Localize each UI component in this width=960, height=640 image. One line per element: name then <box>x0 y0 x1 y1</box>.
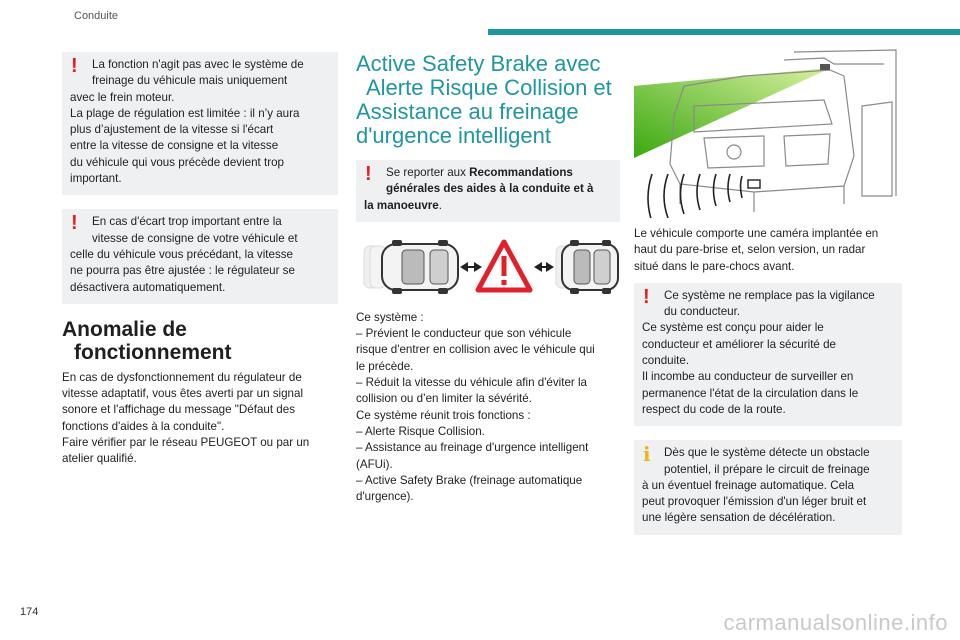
note-line <box>364 165 612 181</box>
collision-diagram-svg <box>356 236 620 298</box>
page-number: 174 <box>20 606 39 618</box>
note-line: freinage du véhicule mais uniquement <box>92 74 288 88</box>
title-line: Assistance au freinage <box>356 99 579 124</box>
body-line: – Active Safety Brake (freinage automatique <box>356 473 583 487</box>
body-line: fonctions d'aides à la conduite". <box>62 419 225 433</box>
van-camera-radar-illustration <box>634 46 902 218</box>
camera-icon <box>820 64 830 70</box>
section-heading-anomalie <box>62 318 338 364</box>
body-line: – Prévient le conducteur que son véhicule <box>356 327 572 341</box>
watermark: carmanualsonline.info <box>723 610 948 635</box>
header-accent-bar <box>488 29 960 35</box>
note-line: plus d’ajustement de la vitesse si l'écart <box>70 123 274 137</box>
warning-note-1 <box>62 52 338 195</box>
vehicle-ahead-icon <box>562 240 618 294</box>
column-middle <box>356 52 620 505</box>
title-line: Active Safety Brake avec <box>356 51 601 76</box>
column-left <box>62 52 338 468</box>
body-line: atelier qualifié. <box>62 452 137 466</box>
body-line: d'urgence). <box>356 490 414 504</box>
warning-icon: ! <box>71 55 78 77</box>
body-line: En cas de dysfonctionnement du régulateur de <box>62 370 302 384</box>
double-arrow-icon <box>534 262 554 272</box>
note-line: vitesse de consigne de votre véhicule et <box>92 231 298 245</box>
note-line: ne pourra pas être ajustée : le régulateur se <box>70 264 295 278</box>
title-line: Alerte Risque Collision et <box>366 75 612 100</box>
warning-icon: ! <box>643 285 650 308</box>
note-prefix: Se reporter aux <box>386 166 470 179</box>
body-line: Faire vérifier par le réseau PEUGEOT ou par un <box>62 436 310 450</box>
note-line: du véhicule qui vous précède devient trop <box>70 155 284 169</box>
camera-beam <box>634 68 828 158</box>
body-line: sonore et l'affichage du message "Défaut des <box>62 403 295 417</box>
note-line: Ce système ne remplace pas la vigilance <box>664 288 875 302</box>
heading-line: fonctionnement <box>74 340 232 364</box>
warning-icon: ! <box>71 212 78 235</box>
own-vehicle-icon <box>382 240 458 294</box>
body-line: (AFUi). <box>356 457 393 471</box>
body-line: Le véhicule comporte une caméra implantée en <box>634 227 879 240</box>
note-line: potentiel, il prépare le circuit de freinage <box>664 462 870 476</box>
note-line: La fonction n'agit pas avec le système de <box>92 58 304 71</box>
collision-warning-illustration <box>356 236 620 298</box>
warning-note-recommendations <box>356 160 620 222</box>
radar-sensor-icon <box>748 180 760 188</box>
body-line: Ce système : <box>356 310 424 324</box>
title-line: d'urgence intelligent <box>356 123 552 148</box>
note-line: conducteur et améliorer la sécurité de <box>642 337 836 351</box>
column-right <box>634 46 902 549</box>
body-line: – Alerte Risque Collision. <box>356 424 485 438</box>
body-line: haut du pare-brise et, selon version, un radar <box>634 243 866 257</box>
note-suffix: . <box>438 198 442 212</box>
note-line: permanence l'état de la circulation dans le <box>642 386 859 400</box>
note-line: entre la vitesse de consigne et la vitesse <box>70 139 279 153</box>
warning-note-2 <box>62 209 338 303</box>
body-line: risque d'entrer en collision avec le véhicule qui <box>356 343 595 357</box>
heading-line: Anomalie de <box>62 317 187 341</box>
running-header: Conduite <box>74 10 119 22</box>
note-bold: la manoeuvre <box>364 198 439 212</box>
note-line: désactivera automatiquement. <box>70 280 226 294</box>
warning-note-vigilance <box>634 283 902 426</box>
body-line: vitesse adaptatif, vous êtes averti par un signal <box>62 387 304 401</box>
warning-icon: ! <box>365 163 372 185</box>
note-line: une légère sensation de décélération. <box>642 511 836 525</box>
van-sensor-svg <box>634 46 902 218</box>
radar-waves-icon <box>648 174 742 218</box>
note-line: En cas d'écart trop important entre la <box>92 215 282 229</box>
note-line: à un éventuel freinage automatique. Cela <box>642 478 855 492</box>
note-line: important. <box>70 172 122 186</box>
note-line: conduite. <box>642 354 690 368</box>
note-line <box>364 198 612 214</box>
note-line <box>364 181 612 197</box>
note-line: respect du code de la route. <box>642 402 786 416</box>
note-line: La plage de régulation est limitée : il n’y aura <box>70 106 300 120</box>
note-line: Ce système est conçu pour aider le <box>642 321 824 335</box>
note-line: avec le frein moteur. <box>70 90 175 104</box>
note-line: celle du véhicule vous précédant, la vitesse <box>70 247 293 261</box>
note-bold: Recommandations <box>469 166 573 179</box>
body-line: Ce système réunit trois fonctions : <box>356 408 531 422</box>
note-line: du conducteur. <box>664 305 741 319</box>
body-line: – Assistance au freinage d'urgence intelligent <box>356 441 589 455</box>
note-line: Dès que le système détecte un obstacle <box>664 446 870 460</box>
body-line: – Réduit la vitesse du véhicule afin d'éviter la <box>356 376 587 390</box>
collision-warning-triangle-icon <box>478 242 530 290</box>
note-line: Il incombe au conducteur de surveiller en <box>642 370 854 384</box>
double-arrow-icon <box>460 262 482 272</box>
feature-title <box>356 52 620 148</box>
info-icon: i <box>643 442 651 467</box>
body-line: situé dans le pare-chocs avant. <box>634 259 795 273</box>
body-line: le précède. <box>356 359 414 373</box>
note-bold: générales des aides à la conduite et à <box>386 182 594 196</box>
info-note-braking <box>634 440 902 534</box>
note-line: peut provoquer l'émission d'un léger bruit et <box>642 495 867 509</box>
body-line: collision ou d’en limiter la sévérité. <box>356 392 532 406</box>
